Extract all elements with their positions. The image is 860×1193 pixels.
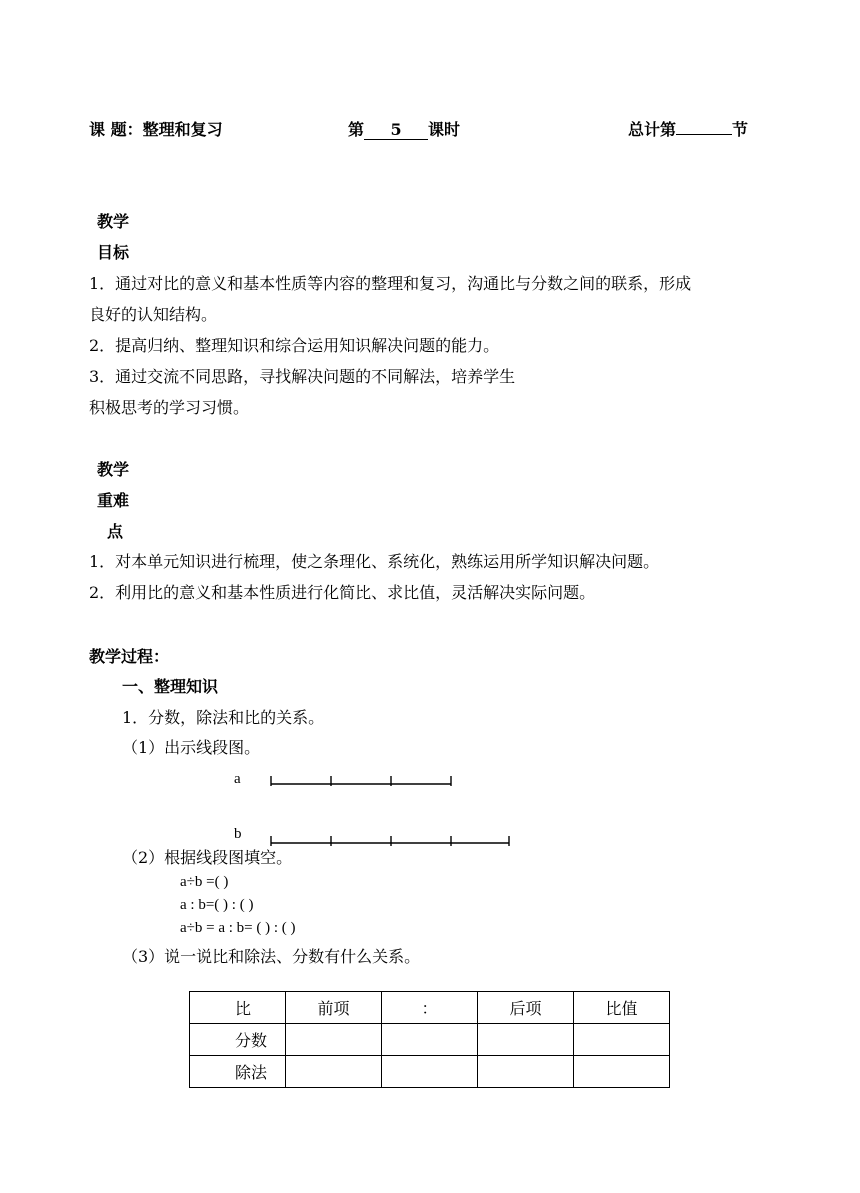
segment-a xyxy=(271,776,451,786)
ratio-relation-table xyxy=(189,991,670,1088)
table-row xyxy=(190,1024,670,1056)
table-cell xyxy=(574,1024,670,1056)
lesson-suffix: 课时 xyxy=(428,120,461,139)
goals-heading-line2: 目标 xyxy=(97,243,130,262)
segment-b xyxy=(271,836,509,846)
formula-combined: a÷b = a : b= ( ) : ( ) xyxy=(180,920,296,936)
table-cell xyxy=(574,1056,670,1088)
goal-item: 积极思考的学习习惯。 xyxy=(89,398,250,417)
topic-title: 整理和复习 xyxy=(142,120,223,139)
table-cell xyxy=(478,1056,574,1088)
keypoints-heading-line3: 点 xyxy=(107,522,124,541)
goal-item: 2．提高归纳、整理知识和综合运用知识解决问题的能力。 xyxy=(89,336,500,355)
keypoints-heading-line2: 重难 xyxy=(97,491,130,510)
topic-prefix: 课 题： xyxy=(89,120,143,139)
process-heading: 教学过程： xyxy=(89,647,170,666)
table-cell xyxy=(382,1056,478,1088)
lesson-prefix: 第 xyxy=(348,120,365,139)
total-prefix: 总计第 xyxy=(628,120,677,139)
keypoint-item: 1．对本单元知识进行梳理，使之条理化、系统化，熟练运用所学知识解决问题。 xyxy=(89,552,660,571)
segment-a-label: a xyxy=(234,771,241,787)
goal-item: 3．通过交流不同思路，寻找解决问题的不同解法，培养学生 xyxy=(89,367,516,386)
formula-ratio: a : b=( ) : ( ) xyxy=(180,897,254,913)
table-cell: ： xyxy=(382,992,478,1024)
segment-b-label: b xyxy=(234,826,242,842)
keypoints-heading-line1: 教学 xyxy=(97,460,130,479)
goal-item: 1．通过对比的意义和基本性质等内容的整理和复习，沟通比与分数之间的联系，形成 xyxy=(89,274,692,293)
table-cell: 后项 xyxy=(478,992,574,1024)
table-cell xyxy=(286,1056,382,1088)
table-cell xyxy=(478,1024,574,1056)
table-row xyxy=(190,992,670,1024)
table-cell: 比 xyxy=(190,992,286,1024)
process-item: 1．分数，除法和比的关系。 xyxy=(122,708,325,727)
formula-division: a÷b =( ) xyxy=(180,874,229,890)
goals-heading-line1: 教学 xyxy=(97,212,130,231)
table-cell: 前项 xyxy=(286,992,382,1024)
process-step: （2）根据线段图填空。 xyxy=(122,848,293,867)
table-cell xyxy=(382,1024,478,1056)
keypoint-item: 2．利用比的意义和基本性质进行化简比、求比值，灵活解决实际问题。 xyxy=(89,583,596,602)
section-heading: 一、整理知识 xyxy=(122,677,219,696)
goal-item: 良好的认知结构。 xyxy=(89,305,218,324)
table-cell: 分数 xyxy=(190,1024,286,1056)
total-suffix: 节 xyxy=(732,120,749,139)
table-cell: 除法 xyxy=(190,1056,286,1088)
table-cell: 比值 xyxy=(574,992,670,1024)
process-step: （1）出示线段图。 xyxy=(122,738,261,757)
lesson-number: 5 xyxy=(364,121,428,140)
process-step: （3）说一说比和除法、分数有什么关系。 xyxy=(122,947,421,966)
table-cell xyxy=(286,1024,382,1056)
table-row xyxy=(190,1056,670,1088)
